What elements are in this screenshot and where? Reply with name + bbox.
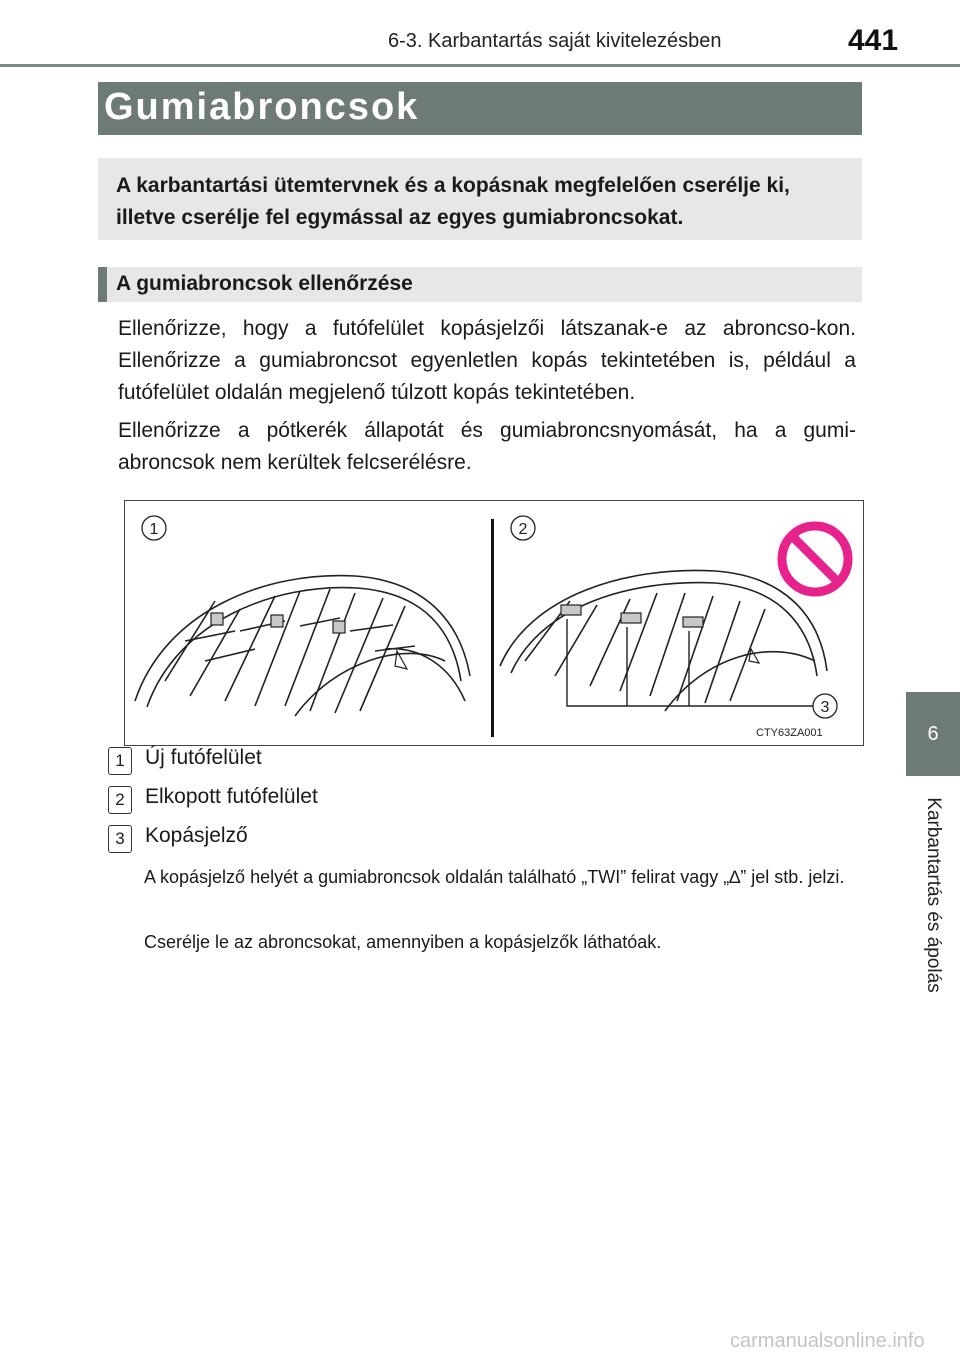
callout-1 xyxy=(142,516,166,540)
intro-box xyxy=(98,158,862,240)
svg-text:1: 1 xyxy=(149,521,159,538)
legend-number: 1 xyxy=(108,747,132,775)
header-section-title: 6-3. Karbantartás saját kivitelezésben xyxy=(388,30,722,52)
legend-text: Kopásjelző xyxy=(145,824,248,847)
paragraph-1: Ellenőrizze, hogy a futófelület kopásjelzői látszanak-e az abroncso-kon. Ellenőrizze a gumiabroncsot egyenletlen kopás tekintetében is, például a futófelület oldalán megjelenő túlzott kopás tekintetében. xyxy=(118,317,856,404)
svg-text:2: 2 xyxy=(518,521,528,538)
note-2: Cserélje le az abroncsokat, amennyiben a kopásjelzők láthatóak. xyxy=(144,932,662,952)
callout-3 xyxy=(813,694,837,718)
header-rule xyxy=(0,64,960,67)
page-title-bar xyxy=(98,82,862,135)
chapter-label: Karbantartás és ápolás xyxy=(923,797,944,993)
figure-divider xyxy=(491,519,494,737)
tire-figure xyxy=(124,500,864,746)
watermark: carmanualsonline.info xyxy=(730,1330,925,1352)
figure-code: CTY63ZA001 xyxy=(756,727,823,739)
new-tread-indicators xyxy=(211,613,407,669)
intro-text: A karbantartási ütemtervnek és a kopásnak megfelelően cserélje ki, illetve cserélje fel egymással az egyes gumiabroncsokat. xyxy=(116,174,790,229)
chapter-number: 6 xyxy=(927,722,939,745)
legend-text: Elkopott futófelület xyxy=(145,785,318,808)
prohibited-icon xyxy=(782,526,848,592)
worn-tread-tire xyxy=(500,570,827,711)
page-title: Gumiabroncsok xyxy=(104,86,420,128)
svg-text:3: 3 xyxy=(820,699,830,716)
chapter-tab xyxy=(906,692,960,776)
legend-number: 2 xyxy=(108,786,132,814)
legend-text: Új futófelület xyxy=(145,746,262,769)
tire-illustration xyxy=(125,501,863,745)
subheading-box xyxy=(98,267,862,302)
paragraph-2: Ellenőrizze a pótkerék állapotát és gumiabroncsnyomását, ha a gumi-abroncsok nem kerültek felcserélésre. xyxy=(118,419,856,474)
subheading-text: A gumiabroncsok ellenőrzése xyxy=(116,272,413,295)
callout-2 xyxy=(511,516,535,540)
page-number: 441 xyxy=(848,24,899,57)
subheading-accent xyxy=(98,267,107,302)
new-tread-tire xyxy=(135,576,470,716)
legend-number: 3 xyxy=(108,825,132,853)
note-1: A kopásjelző helyét a gumiabroncsok oldalán található „TWI” felirat vagy „∆” jel stb. jelzi. xyxy=(144,867,845,887)
